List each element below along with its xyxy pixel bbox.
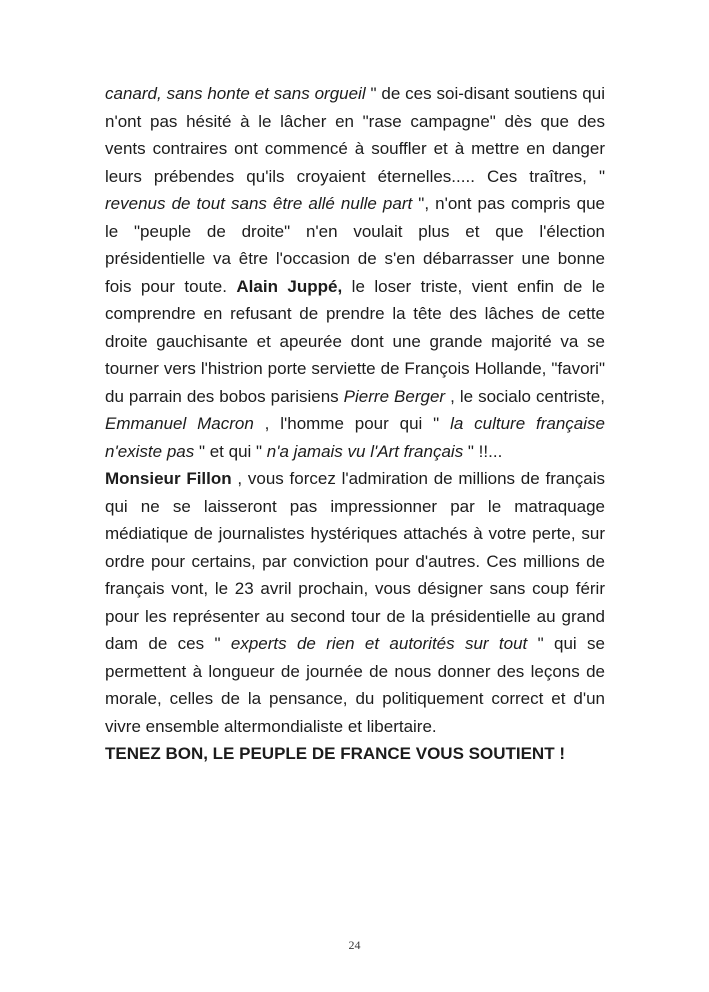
paragraph [105, 80, 605, 465]
page-text-block [105, 80, 605, 768]
text-run: revenus de tout sans être allé nulle part [105, 194, 419, 213]
text-run: Emmanuel Macron [105, 414, 254, 433]
text-run: Pierre Berger [343, 386, 446, 406]
paragraph [105, 465, 605, 740]
text-run: le loser triste, vient enfin de le comprendre en refusant de prendre la tête des lâches de cette droite gauchisante et apeurée dont une grande majorité va se tourner vers l'histrion porte serviette de François Hollande, "favori" du parrain des bobos parisiens [105, 276, 605, 406]
text-run: " !!... [467, 441, 503, 461]
paragraph [105, 740, 605, 768]
text-run: , le socialo centriste, [445, 386, 605, 406]
text-run: la culture française n'existe pas [105, 414, 605, 461]
text-run: ", n'ont pas compris que le "peuple de droite" n'en voulait plus et que l'élection présidentielle va être l'occasion de s'en débarrasser une bonne fois pour toute. [105, 194, 606, 296]
text-run: , vous forcez l'admiration de millions de français qui ne se laisseront pas impressionner par le matraquage médiatique de journalistes hystériques attachés à votre perte, sur ordre pour certains, par conviction pour d'autres. Ces millions de français vont, le 23 avril prochain, vous désigner sans coup férir pour les représenter au second tour de la présidentielle au grand dam de ces " [105, 469, 605, 653]
text-run: " et qui " [198, 441, 267, 461]
text-run: experts de rien et autorités sur tout [230, 634, 538, 653]
text-run: , l'homme pour qui " [253, 414, 451, 433]
text-run: Monsieur Fillon [105, 469, 232, 488]
text-run: TENEZ BON, LE PEUPLE DE FRANCE VOUS SOUTIENT ! [105, 744, 565, 763]
page-number: 24 [348, 938, 361, 952]
text-run: " qui se permettent à longueur de journée de nous donner des leçons de morale, celles de la pensance, du politiquement correct et d'un vivre ensemble altermondialiste et libertaire. [105, 634, 606, 736]
text-run: " de ces soi-disant soutiens qui n'ont pas hésité à le lâcher en "rase campagne" dès que des vents contraires ont commencé à souffler et à mettre en danger leurs prébendes qu'ils croyaient éternelles..... Ces traîtres, " [105, 84, 605, 186]
text-run: n'a jamais vu l'Art français [266, 441, 468, 461]
text-run: canard, sans honte et sans orgueil [105, 84, 371, 103]
text-run: Alain Juppé, [236, 276, 343, 296]
